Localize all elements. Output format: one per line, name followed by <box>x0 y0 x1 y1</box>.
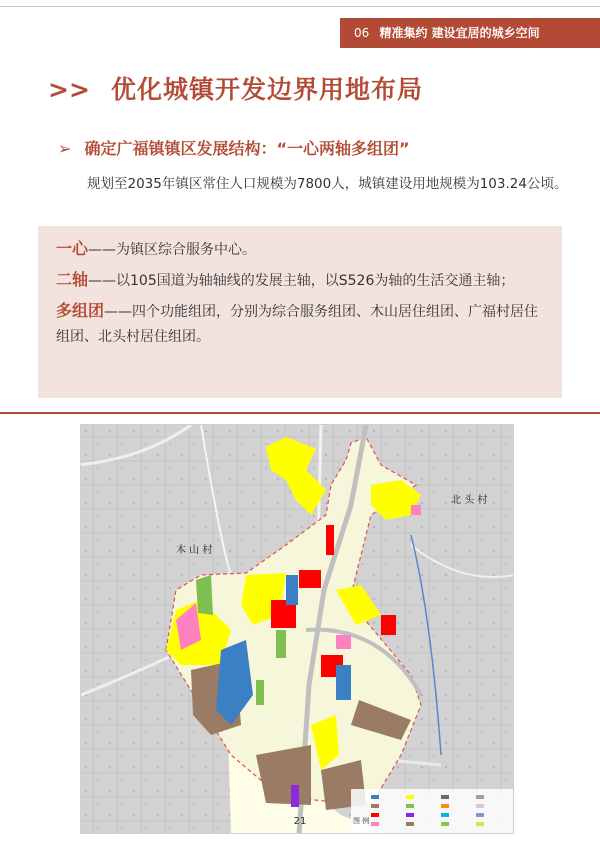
highlight-text: ——以105国道为轴轴线的发展主轴，以S526为轴的生活交通主轴； <box>88 273 515 289</box>
land-use-map <box>80 424 514 834</box>
chapter-title: 精准集约 建设宜居的城乡空间 <box>379 26 540 40</box>
chapter-header-tab <box>340 18 600 48</box>
zone-commercial <box>326 525 334 555</box>
body-paragraph: 规划至2035年镇区常住人口规模为7800人，城镇建设用地规模为103.24公顷。 <box>87 176 568 192</box>
subtitle-row <box>58 136 410 159</box>
zone-education <box>411 505 421 515</box>
zone-green <box>196 575 213 615</box>
legend-title: 图 例 <box>353 817 370 825</box>
zone-public <box>336 665 351 700</box>
highlight-keyword: 二轴 <box>56 270 89 289</box>
section-subtitle: 确定广福镇镇区发展结构：“一心两轴多组团” <box>84 139 410 158</box>
structure-highlight-box <box>38 226 562 398</box>
highlight-text: ——四个功能组团，分别为综合服务组团、木山居住组团、广福村居住组团、北头村居住组团。 <box>56 304 539 345</box>
arrow-bullet-icon: ➢ <box>58 139 72 158</box>
page-number: 21 <box>293 816 307 827</box>
map-legend <box>351 789 513 834</box>
label-village-mushan: 木 山 村 <box>176 545 213 556</box>
zone-admin <box>291 785 299 807</box>
highlight-item-axes <box>56 267 544 294</box>
chapter-number: 06 <box>354 26 370 40</box>
highlight-text: ——为镇区综合服务中心。 <box>88 242 257 258</box>
land-use-map-image <box>81 425 514 834</box>
title-arrows-icon: >> <box>48 75 90 104</box>
highlight-item-clusters <box>56 298 544 350</box>
zone-public <box>286 575 298 605</box>
label-village-beitou: 北 头 村 <box>451 495 488 506</box>
page-title: 优化城镇开发边界用地布局 <box>111 75 424 104</box>
section-divider <box>0 412 600 414</box>
highlight-item-center <box>56 236 544 263</box>
page-title-row <box>48 70 423 106</box>
highlight-keyword: 一心 <box>56 239 89 258</box>
zone-commercial <box>299 570 321 588</box>
highlight-keyword: 多组团 <box>56 301 105 320</box>
zone-commercial <box>381 615 396 635</box>
zone-green <box>276 630 286 658</box>
top-rule <box>0 6 600 7</box>
zone-green <box>256 680 264 705</box>
zone-education <box>336 635 351 649</box>
